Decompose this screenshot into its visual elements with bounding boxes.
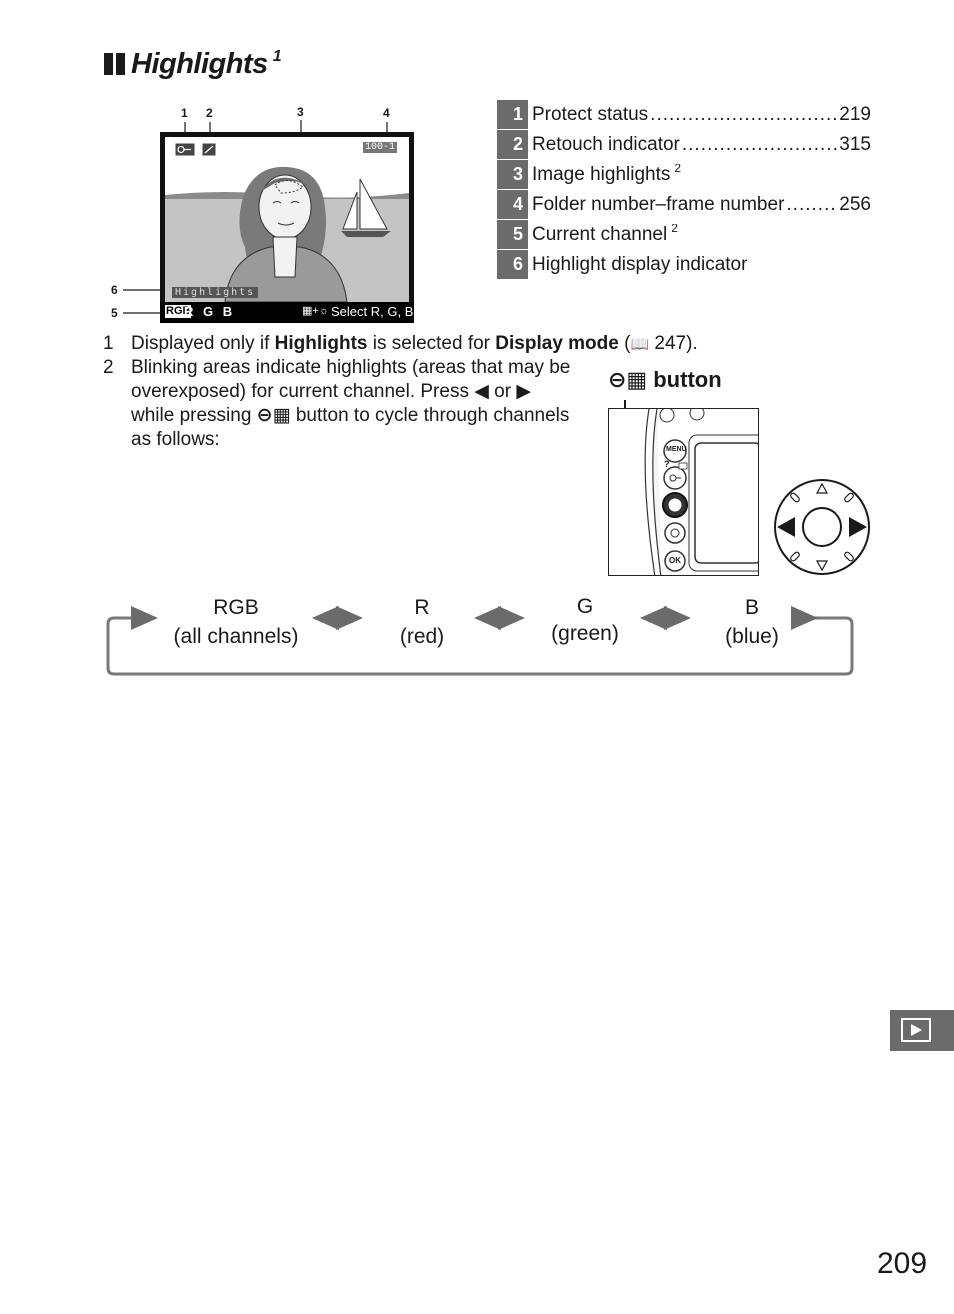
book-ref-icon: 📖 bbox=[630, 336, 650, 353]
zoom-out-thumbnail-icon: ⊖▦ bbox=[608, 367, 648, 392]
footnote-text: button to cycle through channels as follows: bbox=[131, 405, 570, 450]
legend-label: Highlight display indicator bbox=[532, 254, 748, 275]
screen-status-bar bbox=[160, 302, 414, 323]
page-number: 209 bbox=[877, 1247, 928, 1280]
footnote-text: ( bbox=[618, 333, 631, 354]
footnote-page-ref: 247). bbox=[654, 333, 698, 354]
cycle-sublabel: (green) bbox=[551, 622, 619, 645]
callout-1: 1 bbox=[181, 106, 188, 120]
legend-page: 219 bbox=[839, 104, 871, 125]
callout-6: 6 bbox=[111, 283, 118, 297]
legend-label: Retouch indicator bbox=[532, 134, 680, 155]
button-caption-label: button bbox=[653, 367, 722, 392]
channel-list: R G B bbox=[184, 304, 236, 319]
left-arrow-icon: ◀ bbox=[474, 381, 489, 402]
footnote-text: Displayed only if bbox=[131, 333, 275, 354]
footnote-2-number: 2 bbox=[103, 357, 114, 378]
cycle-sublabel: (all channels) bbox=[173, 625, 299, 648]
legend-number: 2 bbox=[497, 130, 528, 160]
right-arrow-icon: ▶ bbox=[516, 381, 531, 402]
legend-label: Image highlights bbox=[532, 164, 671, 185]
legend-row bbox=[497, 130, 871, 160]
legend-number: 6 bbox=[497, 250, 528, 280]
footnote-bold: Display mode bbox=[495, 333, 619, 354]
section-marker-icon bbox=[104, 53, 125, 75]
cycle-item-red bbox=[382, 593, 462, 651]
playback-screen bbox=[160, 132, 414, 323]
footnote-text: is selected for bbox=[367, 333, 496, 354]
legend-label: Current channel bbox=[532, 224, 668, 245]
legend-label: Folder number–frame number bbox=[532, 194, 785, 215]
cycle-item-green bbox=[540, 593, 630, 647]
legend-row bbox=[497, 220, 871, 250]
highlights-indicator: Highlights bbox=[172, 287, 258, 298]
preview-photo bbox=[165, 137, 409, 302]
legend-page: 256 bbox=[839, 194, 871, 215]
legend-number: 5 bbox=[497, 220, 528, 250]
select-hint: Select R, G, B bbox=[331, 304, 414, 319]
callout-2: 2 bbox=[206, 106, 213, 120]
portrait-illustration bbox=[165, 137, 409, 302]
legend-label: Protect status bbox=[532, 104, 649, 125]
camera-drawing bbox=[609, 409, 759, 576]
cycle-sublabel: (blue) bbox=[725, 625, 779, 648]
legend-footnote-ref: 2 bbox=[671, 224, 678, 235]
footnote-text: while pressing bbox=[131, 405, 257, 426]
cycle-label: B bbox=[744, 596, 759, 619]
multi-selector-icon bbox=[773, 478, 871, 576]
section-title bbox=[104, 48, 282, 81]
footnote-1 bbox=[131, 332, 698, 357]
frame-number: 100-1 bbox=[364, 142, 395, 153]
callout-legend bbox=[497, 100, 871, 280]
help-label: ? bbox=[664, 459, 670, 469]
playback-chapter-tab bbox=[890, 1010, 954, 1051]
legend-row bbox=[497, 100, 871, 130]
channel-icon: RGB bbox=[166, 305, 191, 317]
cycle-label: RGB bbox=[213, 596, 259, 619]
zoom-out-thumbnail-icon: ⊖▦ bbox=[256, 405, 291, 426]
legend-number: 3 bbox=[497, 160, 528, 190]
cycle-item-blue bbox=[712, 593, 792, 651]
camera-back-illustration bbox=[608, 408, 759, 576]
playback-icon bbox=[890, 1010, 954, 1051]
zoom-dial-icon: ▦+☼ bbox=[302, 305, 329, 317]
legend-row bbox=[497, 160, 871, 190]
legend-row bbox=[497, 190, 871, 220]
page-title: Highlights bbox=[131, 48, 268, 80]
callout-5: 5 bbox=[111, 306, 118, 320]
cycle-item-rgb bbox=[166, 593, 306, 651]
cycle-sublabel: (red) bbox=[399, 625, 445, 648]
title-footnote-ref: 1 bbox=[272, 48, 282, 65]
footnote-1-number: 1 bbox=[103, 333, 114, 354]
cycle-label: G bbox=[576, 595, 594, 618]
legend-number: 1 bbox=[497, 100, 528, 130]
menu-button-label: MENU bbox=[666, 446, 687, 453]
callout-4: 4 bbox=[383, 106, 390, 120]
legend-row bbox=[497, 250, 871, 280]
button-caption bbox=[608, 367, 722, 393]
cycle-label: R bbox=[414, 596, 430, 619]
ok-button-label: OK bbox=[669, 556, 681, 565]
legend-number: 4 bbox=[497, 190, 528, 220]
footnote-bold: Highlights bbox=[274, 333, 368, 354]
legend-page: 315 bbox=[839, 134, 871, 155]
footnote-text: or bbox=[488, 381, 517, 402]
footnote-text: Blinking areas indicate highlights (areas that may be overexposed) for current channel. Press bbox=[131, 357, 571, 402]
legend-footnote-ref: 2 bbox=[674, 164, 682, 175]
footnote-2 bbox=[131, 356, 591, 452]
callout-3: 3 bbox=[297, 105, 304, 119]
